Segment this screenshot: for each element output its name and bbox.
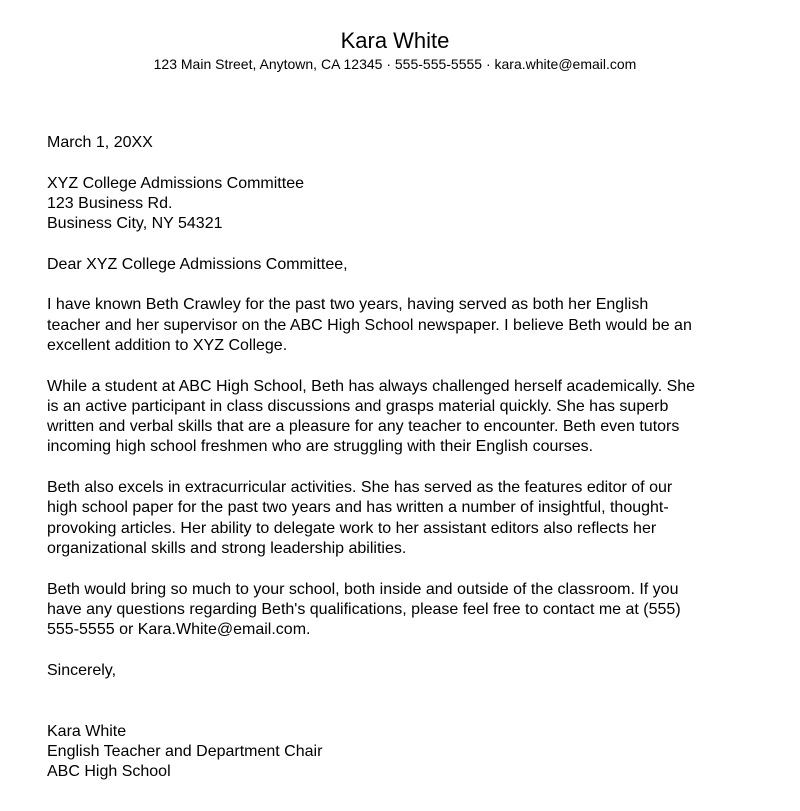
sender-name: Kara White [340, 28, 450, 53]
paragraph-2 [47, 377, 777, 458]
paragraph-4 [47, 580, 777, 641]
paragraph-3 [47, 478, 777, 559]
paragraph-line: incoming high school freshmen who are struggling with their English courses. [47, 438, 594, 456]
salutation: Dear XYZ College Admissions Committee, [47, 255, 348, 273]
signature-title: English Teacher and Department Chair [47, 742, 323, 760]
paragraph-1 [47, 295, 777, 356]
paragraph-line: Beth also excels in extracurricular activities. She has served as the features editor of our [47, 479, 673, 497]
signature-organization: ABC High School [47, 763, 171, 781]
recipient-line: 123 Business Rd. [47, 194, 173, 212]
paragraph-line: teacher and her supervisor on the ABC High School newspaper. I believe Beth would be an [47, 316, 692, 334]
paragraph-line: While a student at ABC High School, Beth has always challenged herself academically. She [47, 377, 696, 395]
recipient-address [47, 174, 777, 235]
paragraph-line: written and verbal skills that are a pleasure for any teacher to encounter. Beth even tutors [47, 418, 680, 436]
recipient-line: Business City, NY 54321 [47, 215, 223, 233]
signature-block [47, 722, 777, 783]
paragraph-line: have any questions regarding Beth's qualifications, please feel free to contact me at (555) [47, 600, 681, 618]
paragraph-line: Beth would bring so much to your school, both inside and outside of the classroom. If you [47, 580, 679, 598]
paragraph-line: 555-5555 or Kara.White@email.com. [47, 621, 311, 639]
paragraph-line: excellent addition to XYZ College. [47, 336, 288, 354]
letter-date: March 1, 20XX [47, 134, 153, 151]
sender-contact: 123 Main Street, Anytown, CA 12345 · 555-555-5555 · kara.white@email.com [153, 56, 637, 72]
paragraph-line: is an active participant in class discussions and grasps material quickly. She has superb [47, 397, 669, 415]
paragraph-line: organizational skills and strong leadership abilities. [47, 539, 407, 557]
letter-body [47, 133, 777, 783]
paragraph-line: provoking articles. Her ability to delegate work to her assistant editors also reflects her [47, 519, 657, 537]
recipient-line: XYZ College Admissions Committee [47, 174, 304, 192]
paragraph-line: high school paper for the past two years and has written a number of insightful, thought- [47, 499, 669, 517]
paragraph-line: I have known Beth Crawley for the past two years, having served as both her English [47, 296, 649, 314]
closing: Sincerely, [47, 661, 117, 679]
signature-name: Kara White [47, 722, 127, 740]
